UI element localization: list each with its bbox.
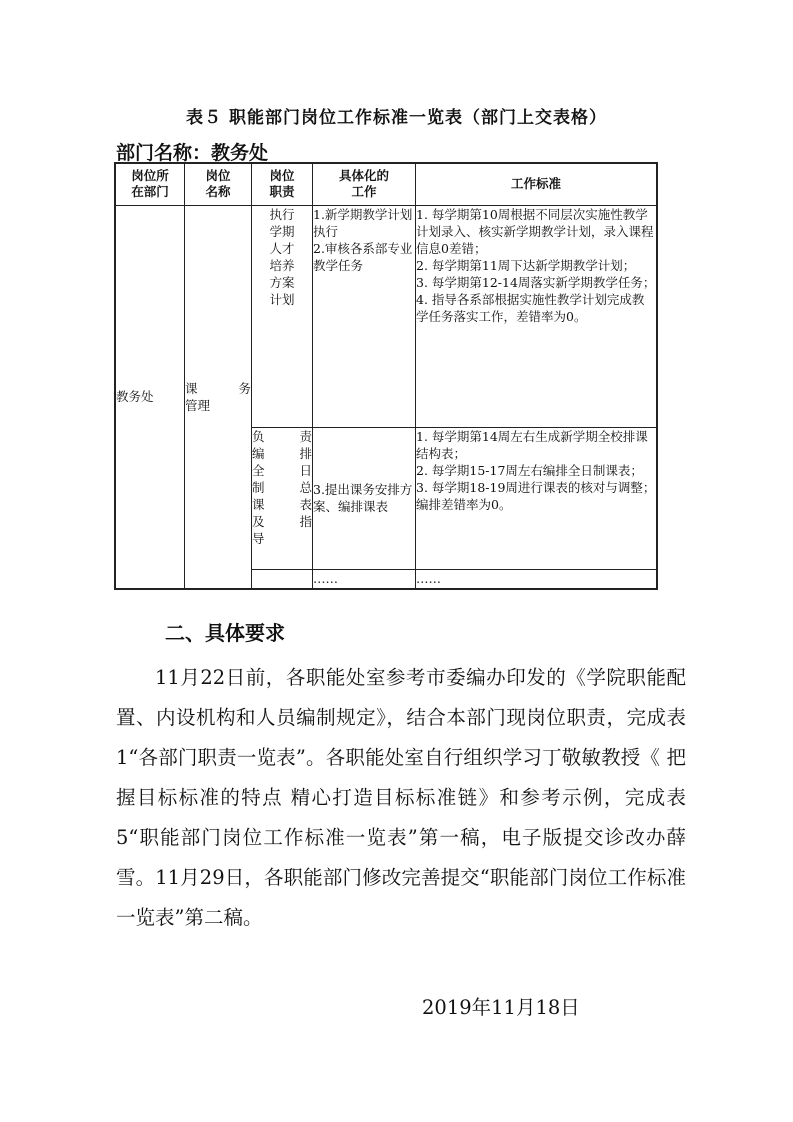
department-line (116, 138, 268, 165)
responsibility-line: 课 表 (252, 496, 312, 512)
responsibility-line: 编 排 (252, 445, 312, 461)
section-heading: 二、具体要求 (165, 621, 285, 645)
responsibility-line: 全 日 (252, 462, 312, 478)
table-header-row (115, 163, 657, 205)
header-standard: 工作标准 (416, 163, 658, 205)
table-row (115, 205, 657, 427)
responsibility-line: 导 (252, 530, 265, 546)
responsibility-line: 及 指 (252, 513, 312, 529)
header-responsibility: 岗位 职责 (252, 163, 313, 205)
department-label: 部门名称： (116, 142, 212, 164)
work-cell: 1.新学期教学计划执行 2.审核各系部专业教学任务 (313, 205, 416, 427)
standard-cell: …… (416, 569, 658, 589)
table-title: 表５ 职能部门岗位工作标准一览表（部门上交表格） (186, 108, 607, 128)
header-post: 岗位 名称 (185, 163, 252, 205)
work-cell: 3.提出课务安排方案、编排课表 (313, 427, 416, 569)
work-cell: …… (313, 569, 416, 589)
document-date: 2019年11月18日 (422, 996, 580, 1019)
requirements-paragraph (116, 658, 686, 938)
header-dept: 岗位所 在部门 (115, 163, 185, 205)
standard-cell: 1. 每学期第10周根据不同层次实施性教学计划录入、核实新学期教学计划，录入课程信息0差错； 2. 每学期第11周下达新学期教学计划； 3. 每学期第12-14周落实新学期教学任务； 4. 指导各系部根据实施性教学计划完成教学任务落实工作，差错率为0。 (416, 205, 658, 427)
post-name-line2: 管理 (185, 397, 211, 413)
responsibility-cell: 执行 学期 人才 培养 方案 计划 (252, 205, 313, 427)
standard-cell: 1. 每学期第14周左右生成新学期全校排课结构表； 2. 每学期15-17周左右编排全日制课表； 3. 每学期18-19周进行课表的核对与调整； 编排差错率为0。 (416, 427, 658, 569)
department-cell: 教务处 (115, 205, 185, 589)
post-name-cell (185, 205, 252, 589)
post-name-line1: 课 务 (185, 380, 251, 396)
paragraph-text: 11月22日前，各职能处室参考市委编办印发的《学院职能配置、内设机构和人员编制规定》，结合本部门现岗位职责，完成表1“各部门职责一览表”。各职能处室自行组织学习丁敬敏教授《 把握目标标准的特点 精心打造目标标准链》和参考示例，完成表5“职能部门岗位工作标准一览表”第一稿，电子版提交诊改办薛雪。11月29日，各职能部门修改完善提交“职能部门岗位工作标准一览表”第二稿。 (116, 666, 686, 929)
responsibility-cell (252, 427, 313, 569)
header-work: 具体化的 工作 (313, 163, 416, 205)
responsibility-line: 制 总 (252, 479, 312, 495)
job-standard-table (114, 162, 658, 590)
department-name: 教务处 (211, 142, 269, 164)
responsibility-cell (252, 569, 313, 589)
responsibility-line: 负 责 (252, 428, 312, 444)
